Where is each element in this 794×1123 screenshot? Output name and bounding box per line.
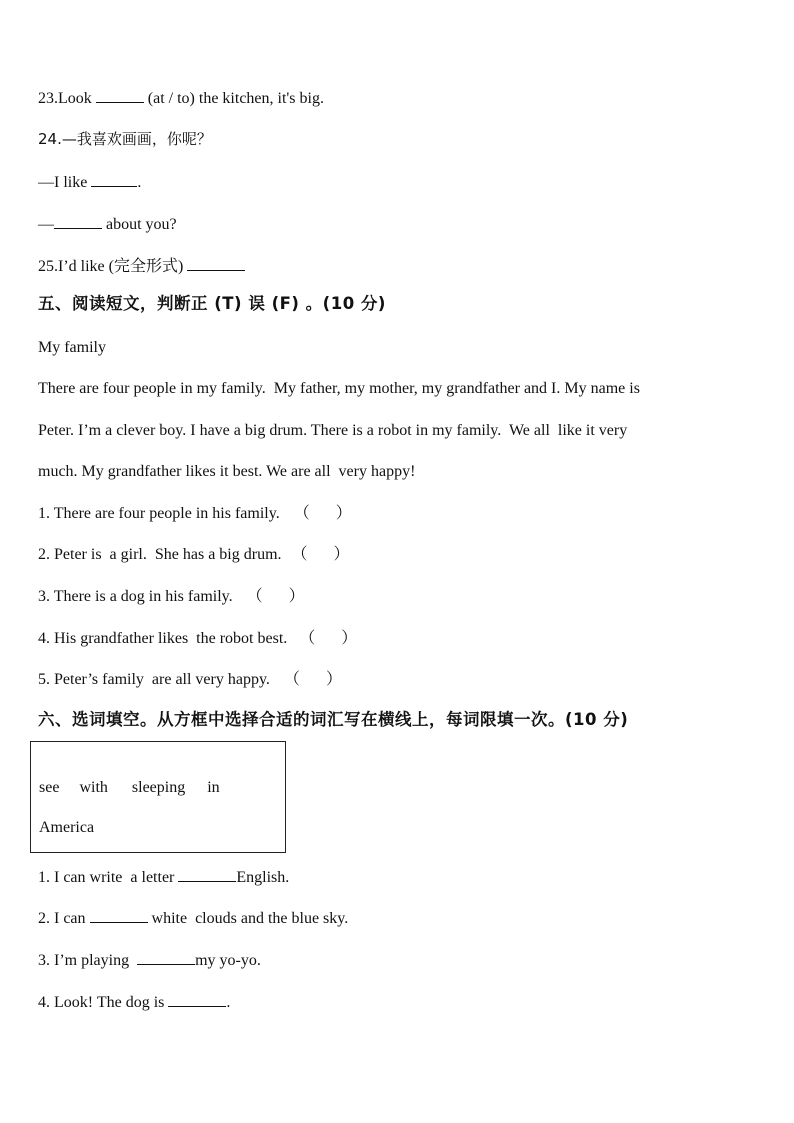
paren-close: ） (325, 671, 342, 688)
tf-question-text: 5. Peter’s family are all very happy. (38, 671, 270, 688)
fill-question-3 (38, 949, 261, 971)
tf-question-4 (38, 629, 357, 649)
fill-question-4 (38, 991, 230, 1013)
passage-line: much. My grandfather likes it best. We are all very happy! (38, 463, 416, 480)
q24-line1-before: —I like (38, 174, 92, 191)
fill-question-text: 3. I’m playing (38, 952, 138, 969)
answer-parentheses[interactable] (284, 670, 342, 690)
question-24-prompt: 24.—我喜欢画画，你呢？ (38, 130, 212, 148)
fill-question-text: white clouds and the blue sky. (147, 910, 349, 927)
tf-question-text: 2. Peter is a girl. She has a big drum. (38, 546, 282, 563)
passage-line: There are four people in my family. My father, my mother, my grandfather and I. My name is (38, 380, 640, 397)
fill-question-text: English. (236, 869, 290, 886)
answer-blank[interactable] (90, 907, 148, 923)
answer-blank[interactable] (96, 87, 144, 103)
fill-question-text: 1. I can write a letter (38, 869, 179, 886)
paren-open: （ (293, 505, 310, 522)
tf-question-text: 3. There is a dog in his family. (38, 588, 233, 605)
word-bank-item: sleeping (131, 779, 186, 796)
answer-blank[interactable] (91, 171, 137, 187)
paren-open: （ (291, 546, 308, 563)
paren-close: ） (341, 630, 358, 647)
fill-question-text: my yo-yo. (195, 952, 261, 969)
question-24-line-2 (38, 213, 177, 235)
answer-parentheses[interactable] (299, 629, 357, 649)
paren-open: （ (246, 588, 263, 605)
fill-question-text: . (226, 994, 231, 1011)
fill-question-2 (38, 907, 348, 929)
paren-open: （ (299, 630, 316, 647)
word-bank-item: in (207, 779, 220, 796)
q24-line2-before: — (38, 216, 54, 233)
paren-close: ） (288, 588, 305, 605)
fill-question-text: 4. Look! The dog is (38, 994, 169, 1011)
word-bank-row (39, 778, 220, 798)
word-bank-row (39, 818, 94, 838)
q23-text-before: 23.Look (38, 90, 96, 107)
paren-close: ） (333, 546, 350, 563)
fill-question-text: 2. I can (38, 910, 90, 927)
word-bank-item: with (79, 779, 108, 796)
answer-blank[interactable] (54, 213, 102, 229)
tf-question-text: 4. His grandfather likes the robot best. (38, 630, 288, 647)
tf-question-text: 1. There are four people in his family. (38, 505, 280, 522)
paren-open: （ (283, 671, 300, 688)
q24-line1-after: . (137, 174, 142, 191)
word-bank-item: see (39, 779, 60, 796)
section-5-heading: 五、阅读短文，判断正 (T) 误 (F) 。(10 分) (38, 294, 386, 313)
answer-blank[interactable] (178, 866, 236, 882)
answer-blank[interactable] (168, 991, 226, 1007)
question-23 (38, 87, 324, 109)
answer-blank[interactable] (137, 949, 195, 965)
word-bank-box (30, 741, 286, 853)
q25-text-before: 25.I’d like (完全形式) (38, 258, 188, 275)
tf-question-2 (38, 545, 350, 565)
answer-parentheses[interactable] (294, 504, 352, 524)
q24-line2-after: about you? (102, 216, 177, 233)
tf-question-1 (38, 504, 352, 524)
answer-parentheses[interactable] (247, 587, 305, 607)
passage-title: My family (38, 339, 106, 356)
section-6-heading: 六、选词填空。从方框中选择合适的词汇写在横线上，每词限填一次。(10 分) (38, 710, 629, 729)
tf-question-3 (38, 587, 305, 607)
passage-line: Peter. I’m a clever boy. I have a big drum. There is a robot in my family. We all like it very (38, 422, 628, 439)
word-bank-item: America (39, 819, 95, 836)
question-24-line-1 (38, 171, 141, 193)
question-25 (38, 255, 245, 277)
tf-question-5 (38, 670, 342, 690)
q23-text-after: (at / to) the kitchen, it's big. (143, 90, 324, 107)
answer-parentheses[interactable] (292, 545, 350, 565)
paren-close: ） (335, 505, 352, 522)
fill-question-1 (38, 866, 289, 888)
answer-blank[interactable] (187, 255, 245, 271)
